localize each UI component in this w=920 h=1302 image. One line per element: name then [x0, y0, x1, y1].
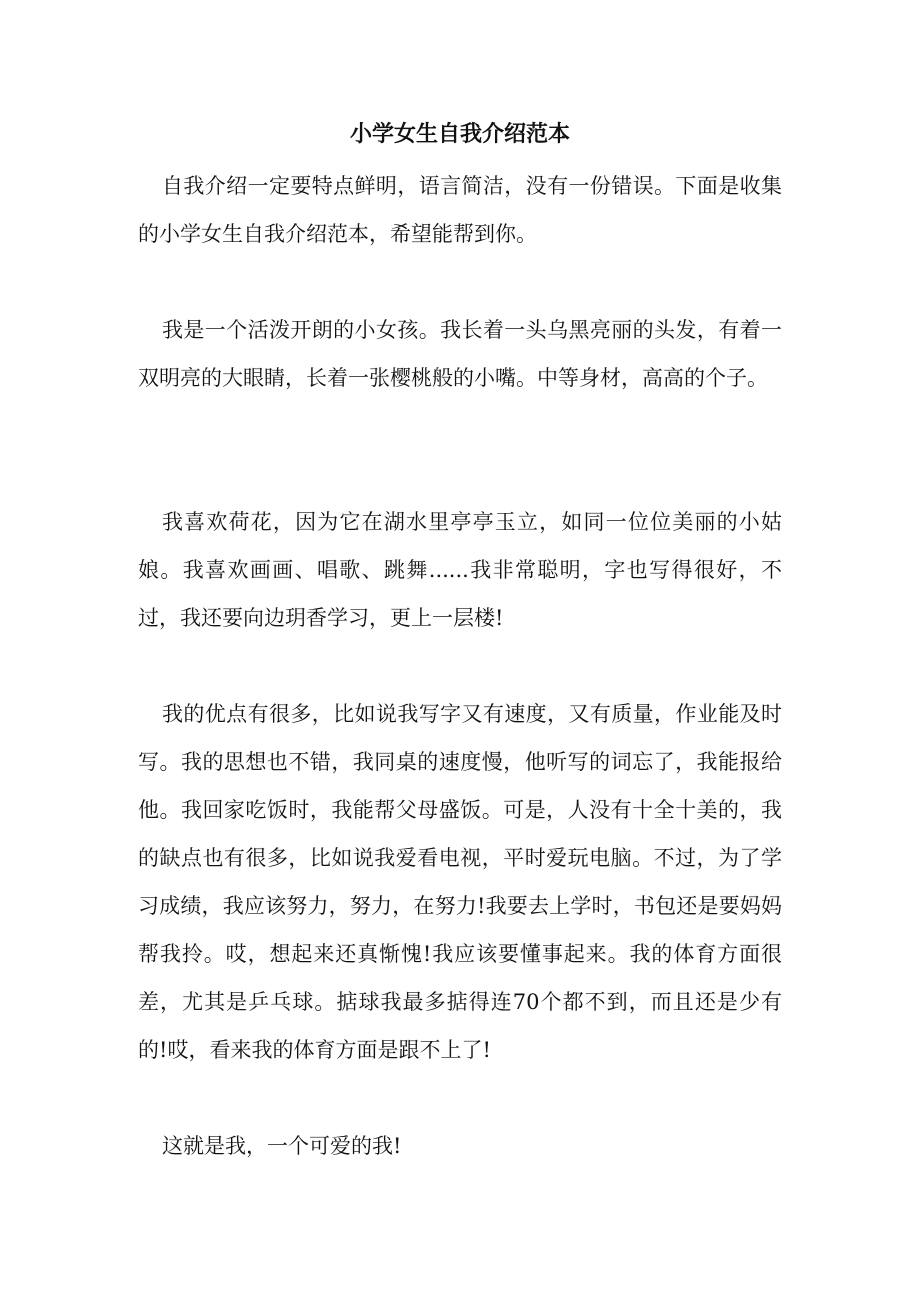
intro-paragraph: 自我介绍一定要特点鲜明，语言简洁，没有一份错误。下面是收集的小学女生自我介绍范本，希望能帮到你。	[138, 174, 782, 246]
hobbies-paragraph: 我喜欢荷花，因为它在湖水里亭亭玉立，如同一位位美丽的小姑娘。我喜欢画画、唱歌、跳舞......我非常聪明，字也写得很好，不过，我还要向边玥香学习，更上一层楼!	[138, 510, 782, 630]
strengths-weaknesses-paragraph: 我的优点有很多，比如说我写字又有速度，又有质量，作业能及时写。我的思想也不错，我同桌的速度慢，他听写的词忘了，我能报给他。我回家吃饭时，我能帮父母盛饭。可是，人没有十全十美的，我的缺点也有很多，比如说我爱看电视，平时爱玩电脑。不过，为了学习成绩，我应该努力，努力，在努力!我要去上学时，书包还是要妈妈帮我拎。哎，想起来还真惭愧!我应该要懂事起来。我的体育方面很差，尤其是乒乓球。掂球我最多掂得连70个都不到，而且还是少有的!哎，看来我的体育方面是跟不上了!	[138, 702, 782, 1062]
closing-paragraph: 这就是我，一个可爱的我!	[162, 1134, 402, 1158]
page-title: 小学女生自我介绍范本	[349, 121, 570, 147]
appearance-paragraph: 我是一个活泼开朗的小女孩。我长着一头乌黑亮丽的头发，有着一双明亮的大眼睛，长着一张樱桃般的小嘴。中等身材，高高的个子。	[138, 318, 782, 390]
